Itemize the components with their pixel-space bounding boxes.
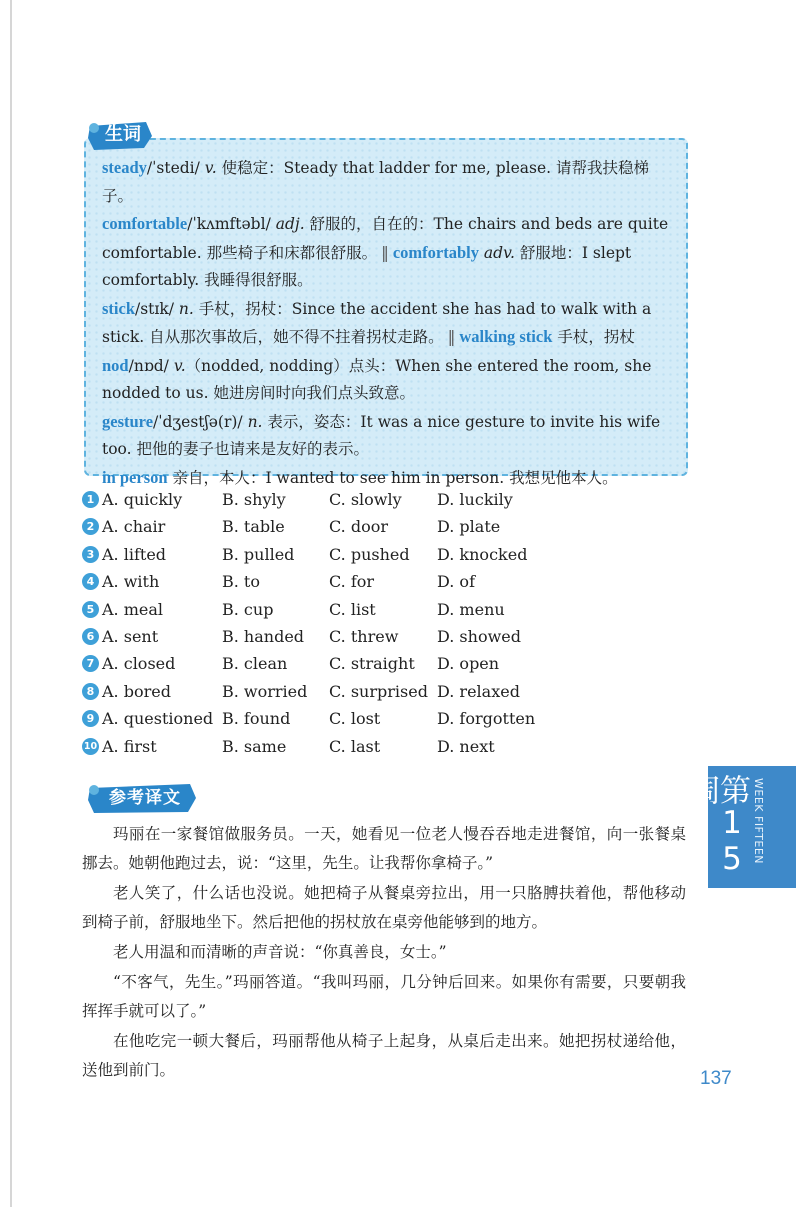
option-c: C. for — [329, 572, 375, 592]
question-number-badge: 10 — [82, 738, 99, 755]
definition: 手杖，拐杖：Since the accident she has had to walk with a stick. 自从那次事故后，她不得不拄着拐杖走路。 — [102, 299, 652, 346]
option-row — [82, 596, 552, 623]
part-of-speech: adv. — [483, 243, 515, 262]
page-number: 137 — [700, 1068, 732, 1089]
question-number-badge: 4 — [82, 573, 99, 590]
option-c: C. surprised — [329, 681, 428, 701]
option-a: A. bored — [102, 681, 171, 701]
definition: 表示，姿态：It was a nice gesture to invite his wife too. 把他的妻子也请来是友好的表示。 — [102, 412, 661, 458]
option-a: A. lifted — [102, 544, 167, 564]
week-side-tab-en: WEEK FIFTEEN — [752, 778, 765, 865]
option-a: A. questioned — [102, 709, 214, 729]
vocab-entry-gesture — [102, 408, 676, 464]
option-a: A. meal — [102, 599, 164, 619]
vocab-entry-stick — [102, 295, 676, 352]
option-d: D. forgotten — [437, 709, 536, 729]
vocab-box — [84, 138, 688, 487]
option-b: B. cup — [222, 599, 274, 619]
option-row — [82, 568, 552, 595]
translation-tag-label: 参考译文 — [109, 788, 181, 808]
definition: （nodded, nodding）点头：When she entered the room, she nodded to us. 她进房间时向我们点头致意。 — [102, 356, 652, 402]
option-d: D. showed — [437, 626, 521, 646]
definition: 使稳定：Steady that ladder for me, please. 请帮我扶稳梯子。 — [102, 159, 650, 205]
headword: in person — [102, 467, 168, 487]
option-a: A. closed — [102, 654, 176, 674]
week-side-tab-cn: 第15周 — [684, 774, 750, 877]
question-number-badge: 6 — [82, 628, 99, 645]
option-row — [82, 623, 552, 650]
separator: ‖ — [381, 243, 389, 262]
option-b: B. pulled — [222, 544, 295, 564]
option-row — [82, 486, 552, 513]
question-number-badge: 1 — [82, 491, 99, 508]
headword: steady — [102, 158, 147, 177]
headword-derived: comfortably — [392, 242, 479, 262]
option-row — [82, 678, 552, 705]
vocab-entry-nod — [102, 352, 676, 408]
option-a: A. sent — [102, 626, 159, 646]
vocab-entry-steady — [102, 154, 676, 210]
definition: 舒服的，自在的：The chairs and beds are quite comfortable. 那些椅子和床都很舒服。 — [102, 215, 669, 262]
phonetic: /stɪk/ — [135, 299, 179, 318]
option-d: D. next — [437, 736, 495, 756]
option-b: B. worried — [222, 681, 308, 701]
headword: gesture — [102, 411, 154, 431]
translation-paragraph: 玛丽在一家餐馆做服务员。一天，她看见一位老人慢吞吞地走进餐馆，向一张餐桌挪去。她朝他跑过去，说：“这里，先生。让我帮你拿椅子。” — [82, 825, 686, 872]
option-a: A. chair — [102, 517, 166, 537]
answer-options — [82, 486, 552, 760]
option-a: A. first — [102, 736, 157, 756]
question-number-badge: 8 — [82, 683, 99, 700]
option-b: B. same — [222, 736, 287, 756]
option-a: A. quickly — [102, 490, 183, 509]
part-of-speech: adj. — [275, 215, 305, 233]
headword-derived: walking stick — [459, 327, 553, 346]
option-d: D. plate — [437, 517, 501, 537]
option-row — [82, 705, 552, 732]
vocab-tag-label: 生词 — [105, 124, 141, 145]
option-c: C. lost — [329, 709, 381, 729]
option-row — [82, 650, 552, 677]
option-b: B. shyly — [222, 490, 286, 509]
option-row — [82, 541, 552, 568]
part-of-speech: v. — [204, 159, 217, 177]
headword: comfortable — [102, 214, 188, 233]
option-b: B. to — [222, 572, 260, 592]
vocab-entry-comfortable — [102, 210, 676, 295]
option-b: B. table — [222, 517, 285, 537]
option-d: D. knocked — [437, 544, 528, 564]
part-of-speech: n. — [247, 412, 263, 431]
question-number-badge: 5 — [82, 601, 99, 618]
question-number-badge: 3 — [82, 546, 99, 563]
translation-paragraph: 老人笑了，什么话也没说。她把椅子从餐桌旁拉出，用一只胳膊扶着他，帮他移动到椅子前，舒服地坐下。然后把他的拐杖放在桌旁他能够到的地方。 — [82, 884, 686, 931]
question-number-badge: 9 — [82, 710, 99, 727]
option-c: C. last — [329, 736, 381, 756]
option-d: D. open — [437, 654, 500, 674]
option-c: C. list — [329, 599, 376, 619]
option-c: C. door — [329, 517, 388, 537]
option-d: D. menu — [437, 599, 505, 619]
part-of-speech: n. — [178, 299, 194, 318]
option-row — [82, 733, 552, 760]
question-number-badge: 2 — [82, 518, 99, 535]
question-number-badge: 7 — [82, 655, 99, 672]
option-c: C. straight — [329, 654, 415, 674]
separator: ‖ — [447, 328, 456, 346]
phonetic: /ˈkʌmftəbl/ — [187, 215, 276, 233]
option-b: B. clean — [222, 654, 288, 674]
option-d: D. of — [437, 572, 475, 592]
translation-paragraph: “不客气，先生。”玛丽答道。“我叫玛丽，几分钟后回来。如果你有需要，只要朝我挥挥手就可以了。” — [82, 973, 686, 1020]
translation-paragraph: 老人用温和而清晰的声音说：“你真善良，女士。” — [113, 943, 447, 961]
option-d: D. relaxed — [437, 681, 520, 701]
definition: 亲自，本人：I wanted to see him in person. 我想见他本人。 — [172, 468, 618, 487]
option-b: B. found — [222, 709, 291, 729]
translation-paragraph: 在他吃完一顿大餐后，玛丽帮他从椅子上起身，从桌后走出来。她把拐杖递给他，送他到前门。 — [82, 1032, 686, 1079]
part-of-speech: v. — [173, 356, 186, 375]
headword: nod — [102, 355, 129, 375]
option-b: B. handed — [222, 626, 305, 646]
option-c: C. pushed — [329, 544, 410, 564]
page-edge — [10, 0, 12, 1207]
option-d: D. luckily — [437, 490, 513, 509]
definition: 手杖，拐杖 — [552, 328, 635, 346]
translation-body — [82, 820, 686, 1086]
option-c: C. threw — [329, 626, 399, 646]
option-c: C. slowly — [329, 490, 402, 509]
phonetic: /ˈdʒestʃə(r)/ — [153, 412, 248, 431]
headword: stick — [102, 298, 135, 318]
phonetic: /nɒd/ — [128, 356, 174, 375]
definition: 舒服地：I slept comfortably. 我睡得很舒服。 — [102, 243, 632, 289]
option-row — [82, 513, 552, 540]
phonetic: /ˈstedi/ — [146, 159, 205, 177]
option-a: A. with — [102, 572, 160, 592]
